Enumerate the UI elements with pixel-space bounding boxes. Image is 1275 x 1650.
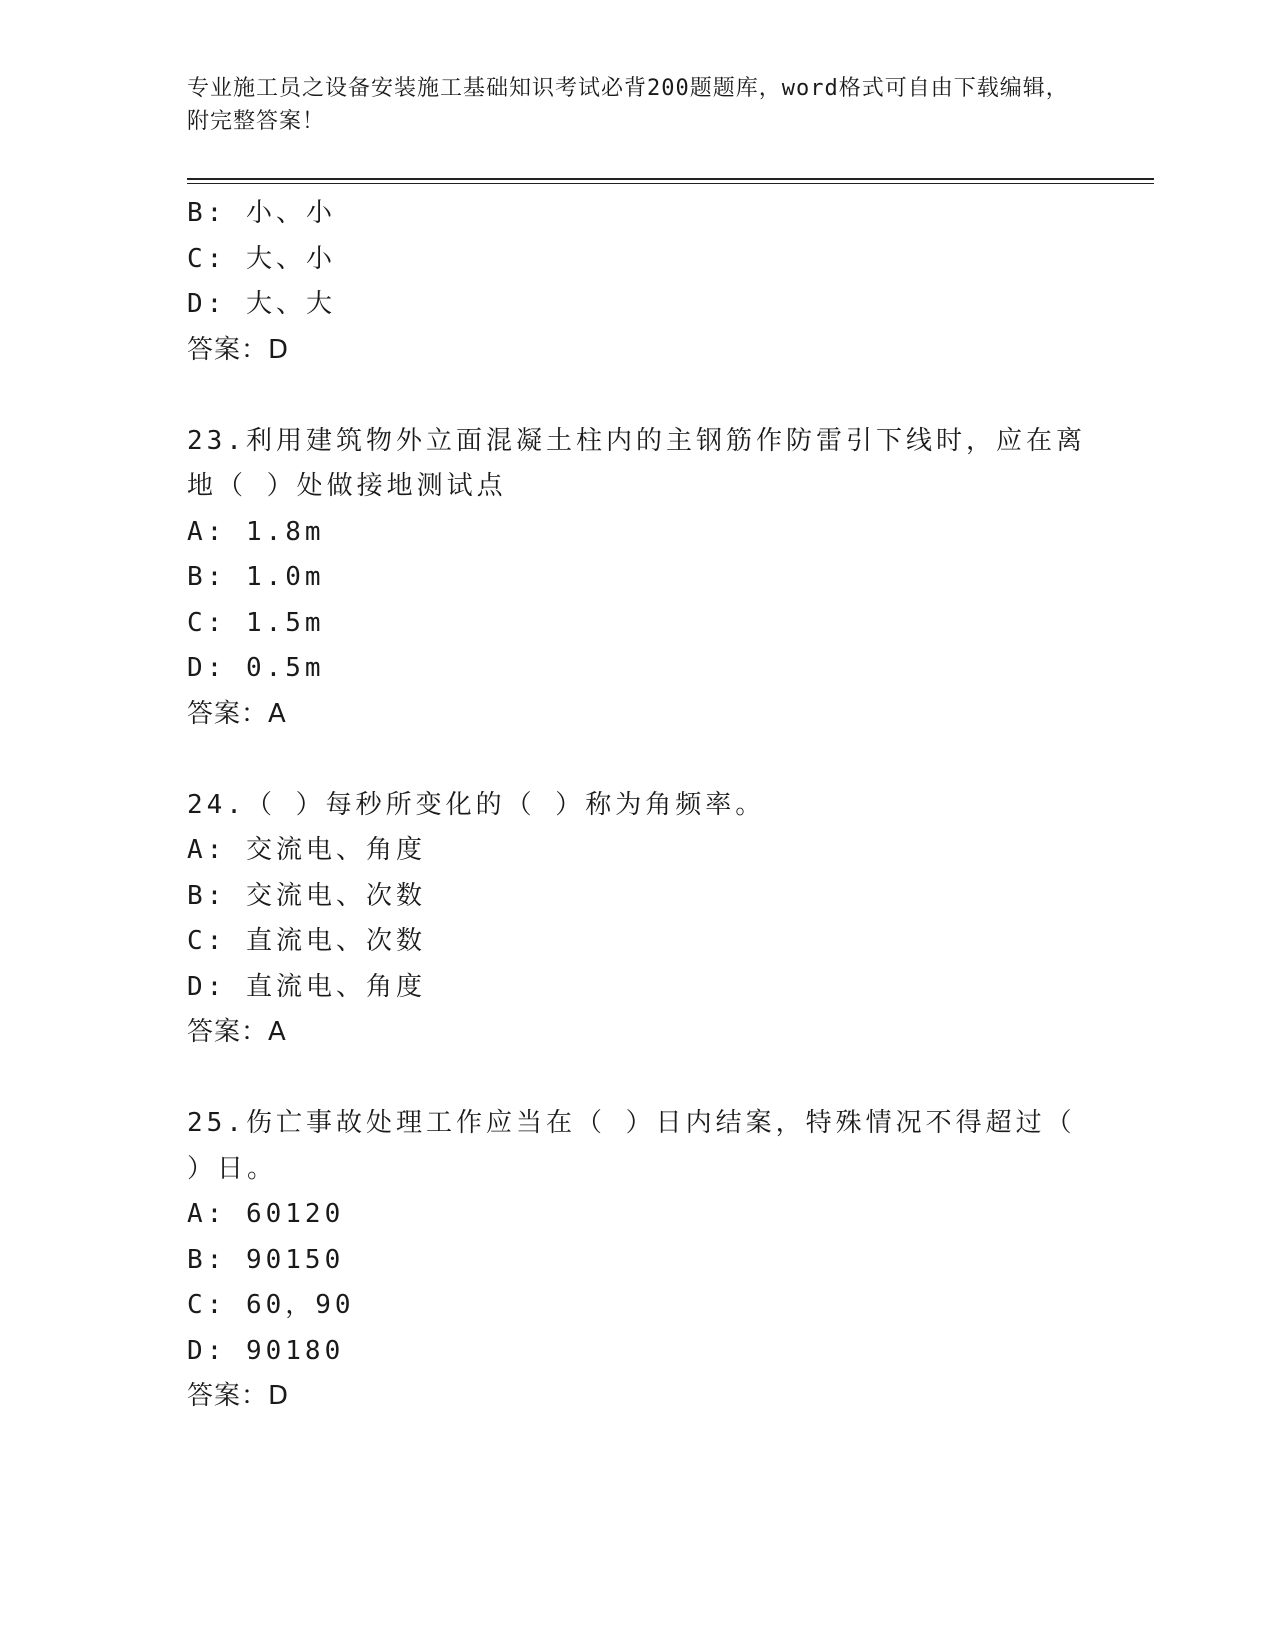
question-25 — [187, 1101, 1087, 1420]
question-24 — [187, 783, 1087, 1056]
option-c: C: 大、小 — [187, 243, 336, 274]
option-c: C: 60，90 — [187, 1290, 355, 1320]
answer-line: 答案：D — [187, 334, 290, 365]
option-a: A: 交流电、角度 — [187, 835, 426, 865]
spacer — [187, 737, 1087, 783]
option-a: A: 1.8m — [187, 516, 325, 547]
option-b: B: 1.0m — [187, 562, 325, 592]
question-stem: 23.利用建筑物外立面混凝土柱内的主钢筋作防雷引下线时，应在离地（ ）处做接地测试点 — [187, 425, 1086, 501]
question-stem: 25.伤亡事故处理工作应当在（ ）日内结案，特殊情况不得超过（ ）日。 — [187, 1108, 1076, 1184]
option-d: D: 直流电、角度 — [187, 971, 426, 1002]
question-22-tail — [187, 191, 1087, 373]
header-divider — [187, 178, 1154, 180]
spacer — [187, 1056, 1087, 1102]
option-c: C: 1.5m — [187, 607, 325, 638]
document-header: 专业施工员之设备安装施工基础知识考试必背200题题库，word格式可自由下载编辑，附完整答案！ — [187, 76, 1069, 134]
option-b: B: 小、小 — [187, 198, 336, 228]
option-d: D: 90180 — [187, 1335, 345, 1366]
option-c: C: 直流电、次数 — [187, 926, 426, 956]
option-d: D: 大、大 — [187, 289, 336, 319]
answer-line: 答案：D — [187, 1381, 290, 1411]
question-stem: 24.（ ）每秒所变化的（ ）称为角频率。 — [187, 789, 766, 820]
question-list — [187, 191, 1087, 1420]
option-b: B: 交流电、次数 — [187, 880, 426, 911]
header-divider-thin — [187, 183, 1154, 184]
option-b: B: 90150 — [187, 1244, 345, 1275]
question-23 — [187, 419, 1087, 738]
answer-line: 答案：A — [187, 1017, 287, 1047]
spacer — [187, 373, 1087, 419]
option-a: A: 60120 — [187, 1199, 345, 1229]
option-d: D: 0.5m — [187, 653, 325, 683]
answer-line: 答案：A — [187, 698, 287, 729]
